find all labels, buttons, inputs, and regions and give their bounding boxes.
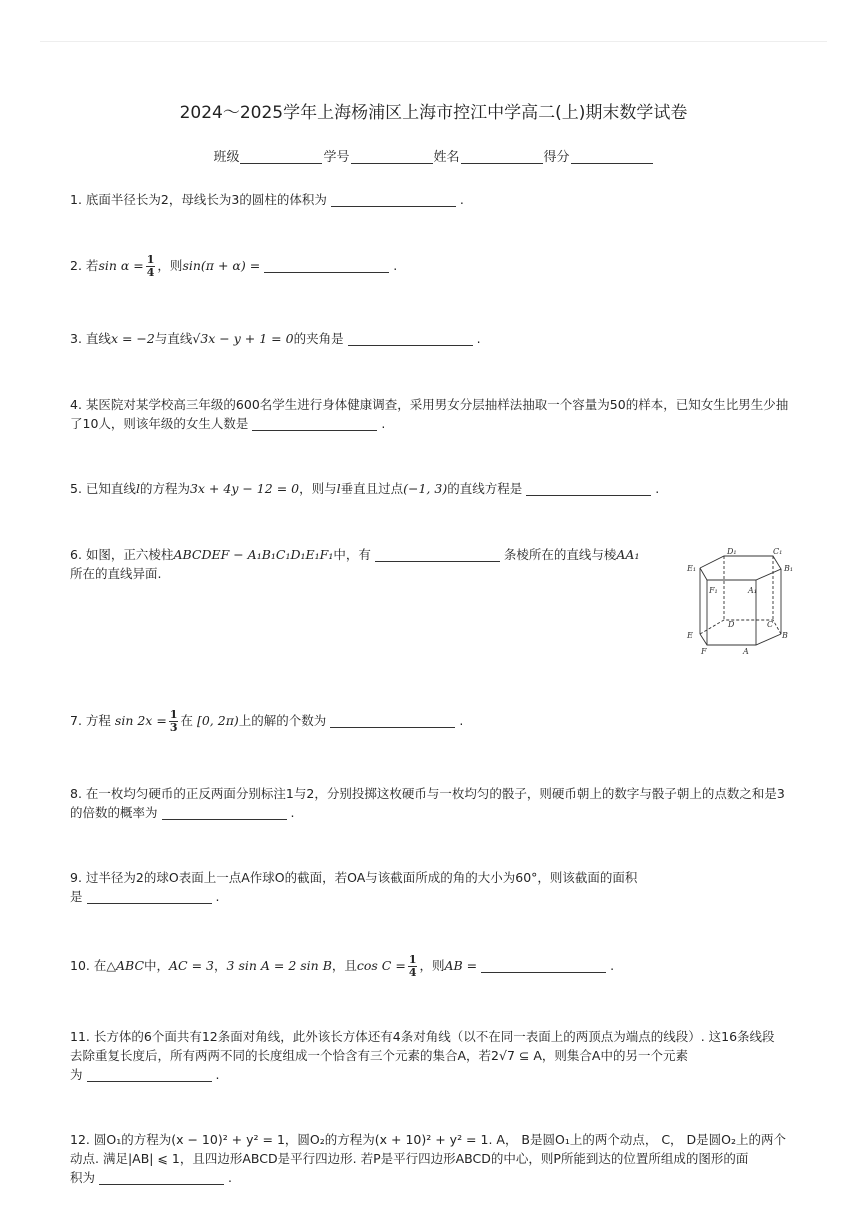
math-expr: cos C = bbox=[356, 958, 406, 973]
math-expr: √3x − y + 1 = 0 bbox=[192, 331, 294, 346]
math-expr: [0, 2π) bbox=[196, 713, 239, 728]
question-6: 6. 如图，正六棱柱ABCDEF − A₁B₁C₁D₁E₁F₁中，有 条棱所在的直线与棱AA₁ 所在的直线异面. bbox=[70, 547, 640, 581]
question-1: 1. 底面半径长为2，母线长为3的圆柱的体积为 . bbox=[70, 192, 464, 207]
question-7: 7. 方程 sin 2x = $\frac{1}{3}$ 在 [0, 2π)上的解的个数为 . bbox=[70, 708, 464, 734]
label-B1: B₁ bbox=[784, 564, 794, 573]
math-expr: △ABC bbox=[106, 958, 145, 973]
hexagonal-prism-figure bbox=[683, 545, 803, 657]
name-field[interactable] bbox=[461, 151, 543, 164]
fraction: $\frac{1}{3}$ bbox=[169, 708, 178, 734]
question-text: 底面半径长为2，母线长为3的圆柱的体积为 bbox=[85, 192, 327, 207]
answer-blank[interactable] bbox=[375, 549, 500, 562]
score-field[interactable] bbox=[571, 151, 653, 164]
answer-blank[interactable] bbox=[87, 891, 212, 904]
answer-blank[interactable] bbox=[162, 807, 287, 820]
question-9: 9. 过半径为2的球O表面上一点A作球O的截面，若OA与该截面所成的角的大小为60°，则该截面的面积 是 . bbox=[70, 870, 638, 904]
name-label: 姓名 bbox=[433, 150, 460, 165]
label-A: A bbox=[743, 647, 749, 656]
top-divider bbox=[40, 41, 827, 42]
math-expr: AB = bbox=[444, 958, 478, 973]
answer-blank[interactable] bbox=[331, 194, 456, 207]
answer-blank[interactable] bbox=[264, 260, 389, 273]
class-label: 班级 bbox=[213, 150, 240, 165]
label-C: C bbox=[767, 620, 774, 629]
math-expr: sin 2x = bbox=[114, 713, 167, 728]
question-3: 3. 直线x = −2与直线√3x − y + 1 = 0的夹角是 . bbox=[70, 331, 481, 346]
math-expr: ABCDEF − A₁B₁C₁D₁E₁F₁ bbox=[173, 547, 334, 562]
question-2: 2. 若sin α = $\frac{1}{4}$ ，则sin(π + α) = . bbox=[70, 253, 398, 279]
question-12: 12. 圆O₁的方程为(x − 10)² + y² = 1，圆O₂的方程为(x + 10)² + y² = 1. A， B是圆O₁上的两个动点， C， D是圆O₂上的两个 动点. 满足|AB| ⩽ 1，且四边形ABCD是平行四边形. 若P是平行四边形ABCD的中心，则P所能到达的位置所组成的图形的面 积为 . bbox=[70, 1132, 787, 1185]
question-5: 5. 已知直线l的方程为3x + 4y − 12 = 0，则与l垂直且过点(−1, 3)的直线方程是 . bbox=[70, 481, 660, 496]
class-field[interactable] bbox=[240, 151, 322, 164]
student-id-label: 学号 bbox=[323, 150, 350, 165]
fraction: $\frac{1}{4}$ bbox=[146, 253, 155, 279]
question-11: 11. 长方体的6个面共有12条面对角线，此外该长方体还有4条对角线（以不在同一表面上的两顶点为端点的线段）. 这16条线段 去除重复长度后，所有两两不同的长度组成一个恰含有三个元素的集合A，若2√7 ⊆ A，则集合A中的另一个元素 为 . bbox=[70, 1029, 775, 1082]
answer-blank[interactable] bbox=[330, 715, 455, 728]
score-label: 得分 bbox=[543, 150, 570, 165]
math-expr: 3x + 4y − 12 = 0 bbox=[189, 481, 300, 496]
math-expr: x = −2 bbox=[110, 331, 155, 346]
student-id-field[interactable] bbox=[351, 151, 433, 164]
paper-title: 2024～2025学年上海杨浦区上海市控江中学高二(上)期末数学试卷 bbox=[179, 103, 688, 123]
answer-blank[interactable] bbox=[99, 1172, 224, 1185]
label-D: D bbox=[728, 620, 735, 629]
answer-blank[interactable] bbox=[348, 333, 473, 346]
answer-blank[interactable] bbox=[252, 418, 377, 431]
math-expr: sin(π + α) = bbox=[182, 258, 261, 273]
student-info-row bbox=[0, 146, 867, 165]
question-8: 8. 在一枚均匀硬币的正反两面分别标注1与2，分别投掷这枚硬币与一枚均匀的骰子，则硬币朝上的数字与骰子朝上的点数之和是3 的倍数的概率为 . bbox=[70, 786, 785, 820]
answer-blank[interactable] bbox=[526, 483, 651, 496]
answer-blank[interactable] bbox=[481, 960, 606, 973]
label-A1: A₁ bbox=[748, 586, 757, 595]
label-F: F bbox=[701, 647, 707, 656]
label-C1: C₁ bbox=[773, 547, 783, 556]
math-expr: 3 sin A = 2 sin B bbox=[226, 958, 332, 973]
question-10: 10. 在△ABC中，AC = 3，3 sin A = 2 sin B，且cos C = $\frac{1}{4}$ ，则AB = . bbox=[70, 953, 615, 979]
label-F1: F₁ bbox=[709, 586, 718, 595]
answer-blank[interactable] bbox=[87, 1069, 212, 1082]
label-E: E bbox=[687, 631, 693, 640]
math-expr: (−1, 3) bbox=[403, 481, 448, 496]
label-D1: D₁ bbox=[727, 547, 737, 556]
math-expr: AC = 3 bbox=[169, 958, 214, 973]
label-E1: E₁ bbox=[687, 564, 697, 573]
question-4: 4. 某医院对某学校高三年级的600名学生进行身体健康调查，采用男女分层抽样法抽取一个容量为50的样本，已知女生比男生少抽 了10人，则该年级的女生人数是 . bbox=[70, 397, 789, 431]
fraction: $\frac{1}{4}$ bbox=[408, 953, 417, 979]
math-expr: sin α = bbox=[98, 258, 144, 273]
label-B: B bbox=[782, 631, 788, 640]
